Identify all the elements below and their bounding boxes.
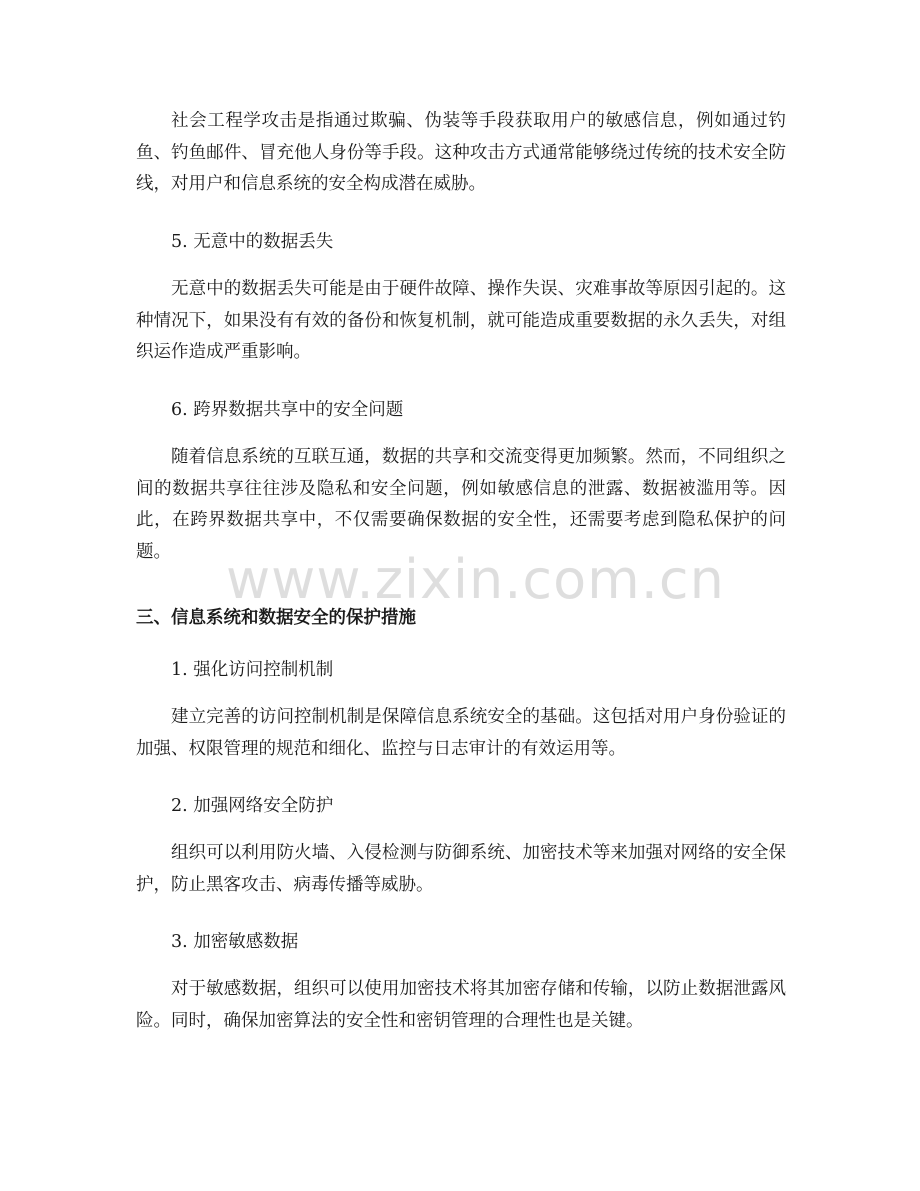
watermark: www.zixin.com.cn xyxy=(226,548,725,611)
paragraph-cross-border-sharing: 随着信息系统的互联互通，数据的共享和交流变得更加频繁。然而，不同组织之间的数据共享往往涉及隐私和安全问题，例如敏感信息的泄露、数据被滥用等。因此，在跨界数据共享中，不仅需要确保数据的安全性，还需要考虑到隐私保护的问题。 xyxy=(136,447,786,562)
paragraph-encrypt-sensitive-data: 对于敏感数据，组织可以使用加密技术将其加密存储和传输，以防止数据泄露风险。同时，确保加密算法的安全性和密钥管理的合理性也是关键。 xyxy=(136,979,786,1031)
subheading-cross-border-sharing: 6. 跨界数据共享中的安全问题 xyxy=(171,400,404,420)
paragraph-access-control: 建立完善的访问控制机制是保障信息系统安全的基础。这包括对用户身份验证的加强、权限管理的规范和细化、监控与日志审计的有效运用等。 xyxy=(136,707,786,759)
subheading-network-security: 2. 加强网络安全防护 xyxy=(171,796,334,816)
paragraph-social-engineering: 社会工程学攻击是指通过欺骗、伪装等手段获取用户的敏感信息，例如通过钓鱼、钓鱼邮件、冒充他人身份等手段。这种攻击方式通常能够绕过传统的技术安全防线，对用户和信息系统的安全构成潜在威胁。 xyxy=(136,111,786,194)
section-heading-protection-measures: 三、信息系统和数据安全的保护措施 xyxy=(136,608,416,628)
subheading-access-control: 1. 强化访问控制机制 xyxy=(171,660,334,680)
paragraph-accidental-data-loss: 无意中的数据丢失可能是由于硬件故障、操作失误、灾难事故等原因引起的。这种情况下，如果没有有效的备份和恢复机制，就可能造成重要数据的永久丢失，对组织运作造成严重影响。 xyxy=(136,279,786,362)
paragraph-network-security: 组织可以利用防火墙、入侵检测与防御系统、加密技术等来加强对网络的安全保护，防止黑客攻击、病毒传播等威胁。 xyxy=(136,843,786,895)
subheading-accidental-data-loss: 5. 无意中的数据丢失 xyxy=(171,232,334,252)
subheading-encrypt-sensitive-data: 3. 加密敏感数据 xyxy=(171,932,299,952)
